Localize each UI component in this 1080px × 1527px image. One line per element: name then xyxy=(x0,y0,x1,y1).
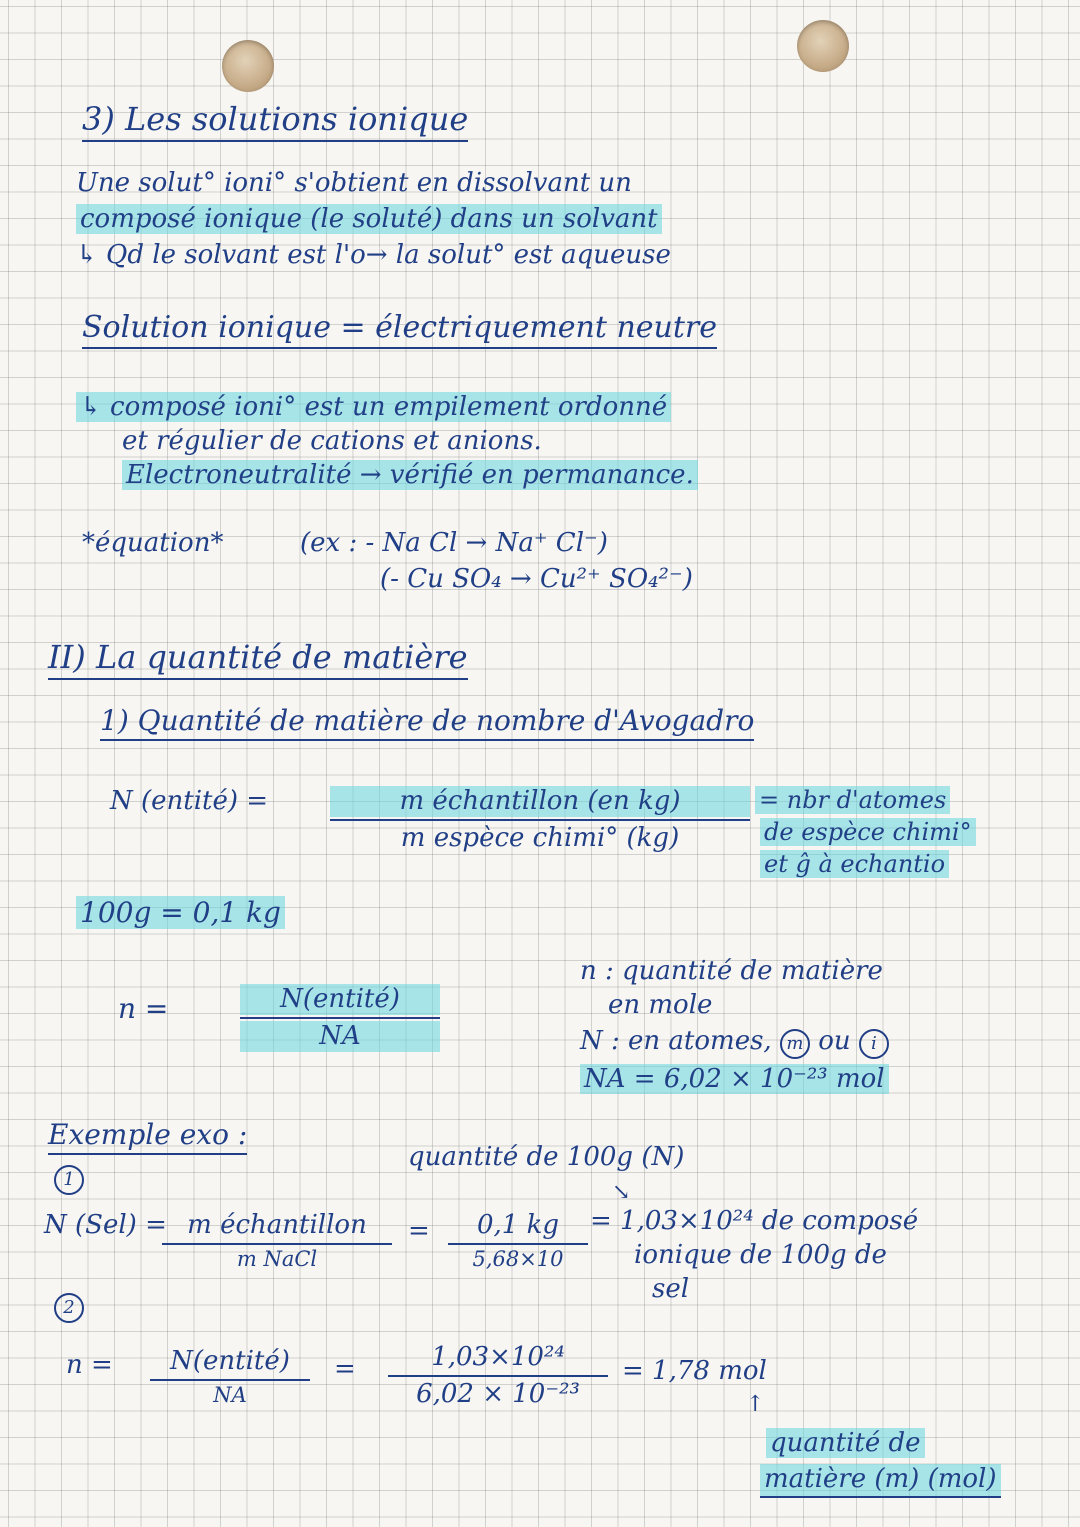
n-value-numerator: 1,03×10²⁴ xyxy=(431,1342,565,1372)
neutral-statement: Solution ionique = électriquement neutre xyxy=(82,310,717,346)
legend-N: N : en atomes, m ou i xyxy=(580,1026,889,1059)
formula-n-fraction xyxy=(240,984,440,1052)
result-1-line-2: ionique de 100g de xyxy=(634,1240,887,1270)
n-result: = 1,78 mol xyxy=(622,1356,767,1386)
compose-line-1: ↳ composé ioni° est un empilement ordonné xyxy=(76,392,671,423)
fraction-bar xyxy=(448,1243,588,1245)
n-sel-lhs: N (Sel) = xyxy=(44,1210,167,1240)
formula-N-rhs-3: et ĝ à echantio xyxy=(760,850,949,879)
fraction-bar xyxy=(330,819,750,821)
section-3-line-1: Une solut° ioni° s'obtient en dissolvant un xyxy=(76,168,632,198)
annotation-line-2: matière (m) (mol) xyxy=(760,1464,1001,1495)
compose-line-3: Electroneutralité → vérifié en permanance. xyxy=(122,460,698,491)
n-value-denominator: 6,02 × 10⁻²³ xyxy=(416,1379,580,1410)
conversion: 100g = 0,1 kg xyxy=(76,896,285,930)
step-1-marker: 1 xyxy=(54,1162,84,1195)
step-2-marker: 2 xyxy=(54,1290,84,1323)
equation-example-2: (- Cu SO₄ → Cu²⁺ SO₄²⁻) xyxy=(380,564,693,594)
n-sel-numerator: m échantillon xyxy=(187,1210,367,1240)
result-1-line-3: sel xyxy=(652,1274,690,1304)
equation-label: *équation* xyxy=(82,528,224,558)
result-1-line-1: = 1,03×10²⁴ de composé xyxy=(590,1206,919,1236)
equation-example-1: (ex : - Na Cl → Na⁺ Cl⁻) xyxy=(300,528,608,558)
fraction-bar xyxy=(162,1243,392,1245)
n-sel-value-denominator: 5,68×10 xyxy=(472,1247,564,1272)
n-numerator: N(entité) xyxy=(170,1346,290,1376)
legend-n-line-1: n : quantité de matière xyxy=(580,956,883,986)
n-sel-equals: = xyxy=(408,1216,430,1246)
formula-N-rhs-1: = nbr d'atomes xyxy=(755,786,950,815)
fraction-bar xyxy=(388,1375,608,1377)
binder-hole-right xyxy=(797,20,849,72)
subsection-1-title: 1) Quantité de matière de nombre d'Avogadro xyxy=(100,704,754,738)
formula-N-numerator: m échantillon (en kg) xyxy=(330,786,750,817)
section-II-title: II) La quantité de matière xyxy=(48,638,468,676)
compose-line-2: et régulier de cations et anions. xyxy=(122,426,542,456)
n-sel-value-fraction xyxy=(448,1210,588,1272)
section-3-line-2: composé ionique (le soluté) dans un solvant xyxy=(76,204,662,235)
formula-N-denominator: m espèce chimi° (kg) xyxy=(400,823,680,854)
formula-n-lhs: n = xyxy=(118,992,169,1025)
formula-n-denominator: NA xyxy=(240,1021,440,1052)
arrow-down-icon: ↘ xyxy=(612,1180,631,1205)
n-value-fraction xyxy=(388,1342,608,1410)
n-sel-denominator: m NaCl xyxy=(236,1247,318,1272)
example-title: Exemple exo : xyxy=(48,1118,247,1152)
section-3-title: 3) Les solutions ionique xyxy=(82,100,468,138)
formula-N-fraction xyxy=(330,786,750,854)
fraction-bar xyxy=(150,1379,310,1381)
formula-N-lhs: N (entité) = xyxy=(110,786,269,816)
n-equals: = xyxy=(334,1354,356,1384)
circled-m: m xyxy=(780,1029,810,1059)
section-3-line-3: ↳ Qd le solvant est l'o→ la solut° est aqueuse xyxy=(76,240,671,270)
formula-N-rhs-2: de espèce chimi° xyxy=(760,818,976,847)
n-sel-fraction xyxy=(162,1210,392,1272)
legend-NA: NA = 6,02 × 10⁻²³ mol xyxy=(580,1064,889,1095)
n-fraction xyxy=(150,1346,310,1408)
example-quantity-label: quantité de 100g (N) xyxy=(408,1142,685,1172)
annotation-line-1: quantité de xyxy=(766,1428,925,1459)
n-lhs: n = xyxy=(66,1350,113,1380)
n-denominator: NA xyxy=(213,1383,247,1408)
legend-n-line-2: en mole xyxy=(608,990,713,1020)
arrow-up-icon: ↑ xyxy=(746,1392,765,1417)
fraction-bar xyxy=(240,1017,440,1019)
binder-hole-left xyxy=(222,40,274,92)
formula-n-numerator: N(entité) xyxy=(240,984,440,1015)
circled-i: i xyxy=(859,1029,889,1059)
n-sel-value-numerator: 0,1 kg xyxy=(476,1210,559,1240)
